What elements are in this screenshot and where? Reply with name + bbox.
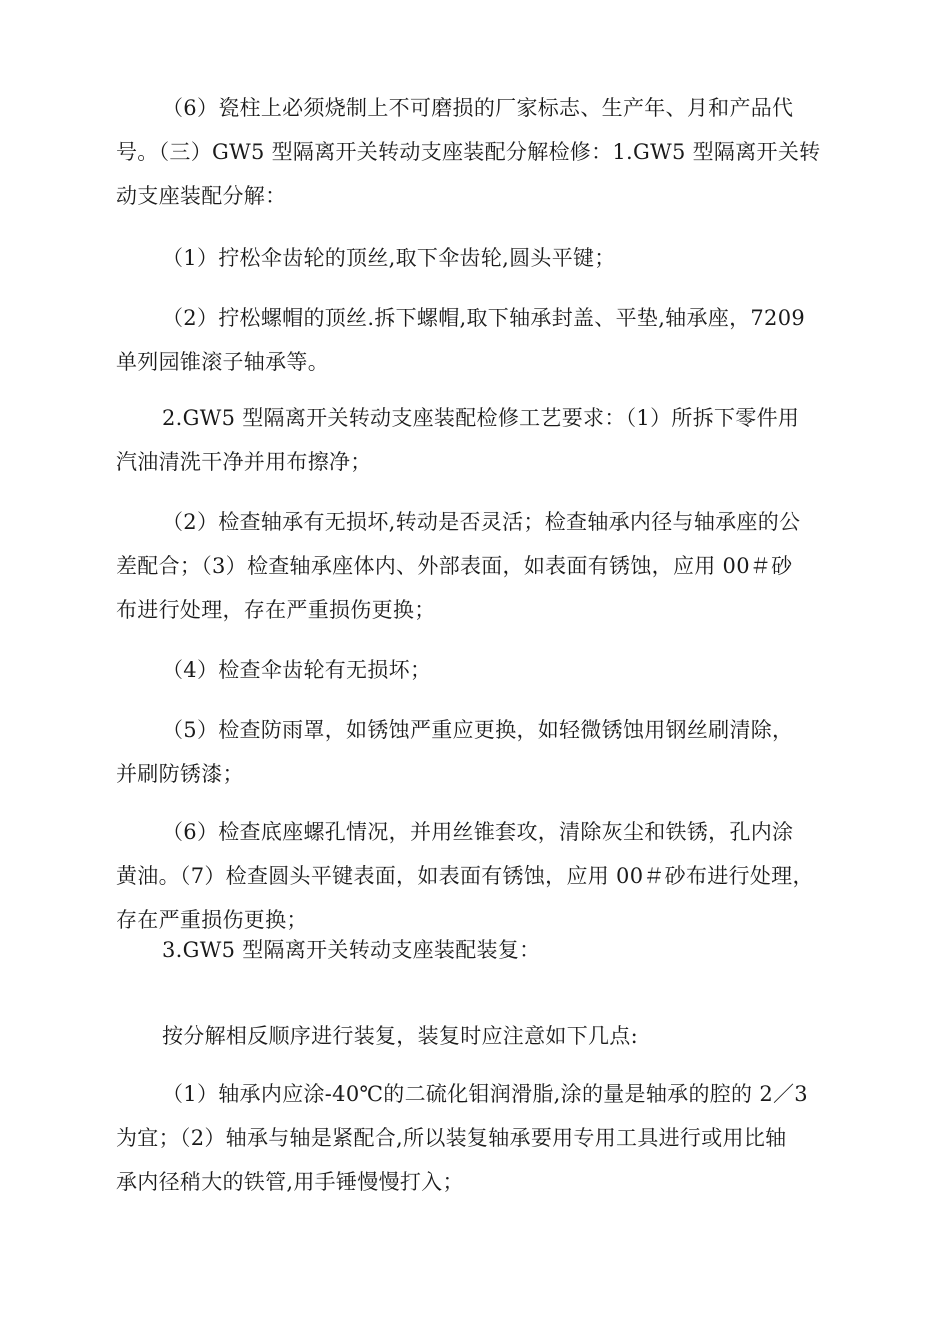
text-line: （2）拧松螺帽的顶丝.拆下螺帽,取下轴承封盖、平垫,轴承座，7209 (162, 306, 806, 330)
text-line: 并刷防锈漆； (116, 762, 244, 786)
paragraph-8 (116, 810, 846, 942)
paragraph-9 (116, 928, 846, 972)
text-line: （4）检查伞齿轮有无损坏； (162, 658, 432, 682)
text-line: 按分解相反顺序进行装复，装复时应注意如下几点: (162, 1024, 638, 1048)
paragraph-2 (116, 236, 846, 280)
text-line: 黄油。（7）检查圆头平键表面，如表面有锈蚀，应用 00＃砂布进行处理， (116, 864, 814, 888)
text-line: 差配合；（3）检查轴承座体内、外部表面，如表面有锈蚀，应用 00＃砂 (116, 554, 793, 578)
paragraph-11 (116, 1072, 846, 1204)
paragraph-5 (116, 500, 846, 632)
paragraph-1 (116, 86, 846, 218)
text-line: 汽油清洗干净并用布擦净； (116, 450, 372, 474)
text-line: 单列园锥滚子轴承等。 (116, 350, 329, 374)
text-line: 动支座装配分解： (116, 184, 287, 208)
text-line: （5）检查防雨罩，如锈蚀严重应更换，如轻微锈蚀用钢丝刷清除， (162, 718, 794, 742)
text-line: 承内径稍大的铁管,用手锤慢慢打入； (116, 1170, 464, 1194)
text-line: 3.GW5 型隔离开关转动支座装配装复： (162, 938, 541, 962)
paragraph-10 (116, 1014, 846, 1058)
text-line: 布进行处理，存在严重损伤更换； (116, 598, 436, 622)
text-line: （1）拧松伞齿轮的顶丝,取下伞齿轮,圆头平键； (162, 246, 616, 270)
text-line: 2.GW5 型隔离开关转动支座装配检修工艺要求：（1）所拆下零件用 (162, 406, 800, 430)
text-line: （1）轴承内应涂-40℃的二硫化钼润滑脂,涂的量是轴承的腔的 2／3 (162, 1082, 808, 1106)
paragraph-7 (116, 708, 846, 796)
text-line: 存在严重损伤更换； (116, 908, 308, 932)
text-line: 为宜；（2）轴承与轴是紧配合,所以装复轴承要用专用工具进行或用比轴 (116, 1126, 787, 1150)
text-line: （6）瓷柱上必须烧制上不可磨损的厂家标志、生产年、月和产品代 (162, 96, 794, 120)
text-line: 号。（三）GW5 型隔离开关转动支座装配分解检修：1.GW5 型隔离开关转 (116, 140, 821, 164)
paragraph-4 (116, 396, 846, 484)
paragraph-6 (116, 648, 846, 692)
text-line: （2）检查轴承有无损坏,转动是否灵活；检查轴承内径与轴承座的公 (162, 510, 801, 534)
paragraph-3 (116, 296, 846, 384)
text-line: （6）检查底座螺孔情况，并用丝锥套攻，清除灰尘和铁锈，孔内涂 (162, 820, 794, 844)
